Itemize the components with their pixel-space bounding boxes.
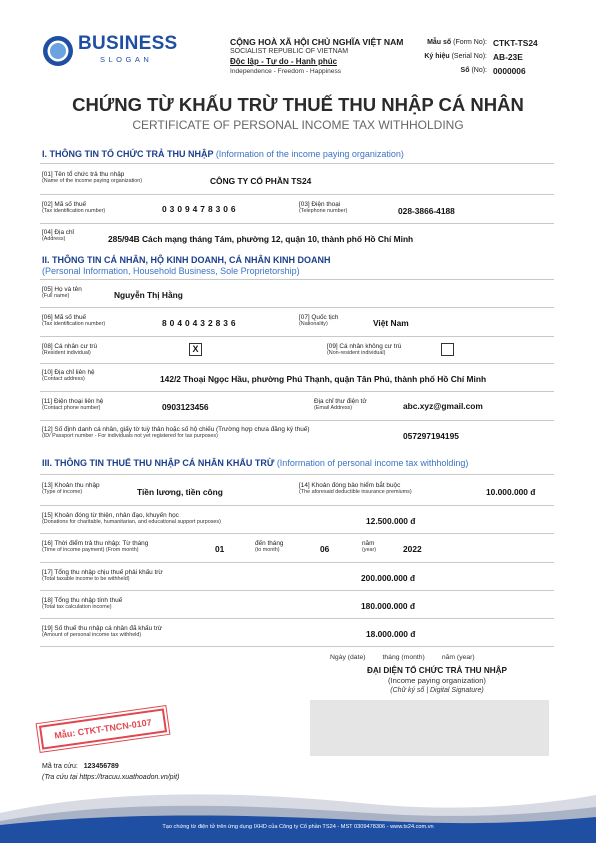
field-19-label: [19] Số thuế thu nhập cá nhân đã khấu trừ	[42, 625, 163, 632]
to-month-sub: (to month)	[255, 547, 280, 554]
divider	[40, 391, 554, 392]
email-sub: (Email Address)	[314, 405, 353, 412]
field-19-sub: (Amount of personal income tax withheld)	[42, 632, 142, 639]
brand-logo	[42, 32, 187, 68]
footer-wave	[0, 783, 596, 843]
field-16-to	[255, 540, 283, 554]
field-04	[42, 229, 74, 243]
field-03-value: 028-3866-4188	[398, 206, 455, 216]
field-15-label: [15] Khoản đóng từ thiện, nhân đạo, khuyến học	[42, 512, 179, 519]
number-en: (No):	[471, 67, 487, 74]
field-09	[327, 343, 401, 357]
field-08-label: [08] Cá nhân cư trú	[42, 343, 98, 350]
field-06	[42, 314, 105, 328]
section-3-title-en: (Information of personal income tax withholding)	[276, 458, 469, 468]
field-02-label: [02] Mã số thuế	[42, 201, 87, 208]
divider	[40, 194, 554, 195]
document-title-en: CERTIFICATE OF PERSONAL INCOME TAX WITHHOLDING	[132, 118, 464, 132]
divider	[40, 223, 554, 224]
section-2-title-en: (Personal Information, Household Business, Sole Proprietorship)	[42, 266, 300, 276]
field-07-label: [07] Quốc tịch	[299, 314, 339, 321]
lookup-info	[42, 761, 179, 783]
field-12	[42, 426, 309, 440]
field-13-value: Tiền lương, tiền công	[137, 487, 223, 497]
field-16-from: 01	[215, 544, 225, 554]
field-11-sub: (Contact phone number)	[42, 405, 101, 412]
non-resident-checkbox[interactable]	[441, 343, 454, 356]
divider	[40, 505, 554, 506]
section-1-heading	[42, 149, 404, 159]
email-label: Địa chỉ thư điện tử	[314, 398, 367, 405]
field-16-label: [16] Thời điểm trả thu nhập: Từ tháng	[42, 540, 149, 547]
form-no-value: CTKT-TS24	[493, 38, 538, 48]
field-18-value: 180.000.000 đ	[361, 601, 416, 611]
divider	[40, 474, 554, 475]
field-16-year	[362, 540, 376, 554]
to-month-label: đến tháng	[255, 540, 284, 547]
field-12-value: 057297194195	[403, 431, 459, 441]
lookup-code: 123456789	[83, 763, 119, 770]
field-05-label: [05] Họ và tên	[42, 286, 82, 293]
serial-label: Ký hiệu	[424, 53, 450, 60]
divider	[40, 420, 554, 421]
field-04-value: 285/94B Cách mạng tháng Tám, phường 12, quận 10, thành phố Hồ Chí Minh	[108, 234, 414, 244]
divider	[40, 336, 554, 337]
field-06-value: 8040432836	[162, 318, 239, 328]
national-title: CỘNG HOÀ XÃ HỘI CHỦ NGHĨA VIỆT NAM	[230, 37, 404, 47]
field-01	[42, 171, 142, 185]
serial-en: (Serial No):	[451, 53, 487, 60]
brand-name: BUSINESS	[78, 33, 178, 54]
field-17-sub: (Total taxable income to be withheld)	[42, 576, 130, 583]
number-label: Số	[460, 67, 470, 74]
year-label: năm	[362, 540, 375, 547]
field-02-sub: (Tax identification number)	[42, 208, 106, 215]
footer-text: Tạo chứng từ điện tử trên ứng dụng IXHD của Công ty Cổ phần TS24 - MST 0309478306 - www.ts24.com.vn	[162, 824, 434, 830]
lookup-site[interactable]: (Tra cứu tại https://tracuu.xuathoadon.vn/pit)	[42, 774, 180, 781]
divider	[40, 279, 554, 280]
field-13-sub: (Type of income)	[42, 489, 83, 496]
field-16	[42, 540, 148, 554]
field-13-label: [13] Khoản thu nhập	[42, 482, 100, 489]
field-09-sub: (Non-resident individual)	[327, 350, 386, 357]
field-10-sub: (Contact address)	[42, 376, 85, 383]
field-02-value: 0309478306	[162, 204, 239, 214]
sample-stamp-text: Mẫu: CTKT-TNCN-0107	[53, 717, 153, 741]
field-02	[42, 201, 105, 215]
field-04-label: [04] Địa chỉ	[42, 229, 74, 236]
field-08-sub: (Resident individual)	[42, 350, 91, 357]
field-14-label: [14] Khoản đóng bảo hiểm bắt buộc	[299, 482, 401, 489]
signature-area[interactable]	[310, 700, 549, 756]
resident-checkbox[interactable]: X	[189, 343, 202, 356]
section-2-title: II. THÔNG TIN CÁ NHÂN, HỘ KINH DOANH, CÁ NHÂN KINH DOANH	[42, 255, 331, 265]
field-09-label: [09] Cá nhân không cư trú	[327, 343, 402, 350]
lookup-code-label: Mã tra cứu:	[42, 763, 78, 770]
serial-value: AB-23E	[493, 52, 523, 62]
national-header	[230, 37, 403, 76]
national-title-en: SOCIALIST REPUBLIC OF VIETNAM	[230, 48, 349, 55]
field-19	[42, 625, 162, 639]
divider	[40, 646, 554, 647]
divider	[40, 562, 554, 563]
digital-signature-note: (Chữ ký số | Digital Signature)	[390, 687, 484, 694]
field-12-label: [12] Số định danh cá nhân, giấy tờ tuỳ thân hoặc số hộ chiếu (Trường hợp chưa đăng ký thuế)	[42, 426, 310, 433]
field-06-label: [06] Mã số thuế	[42, 314, 87, 321]
field-01-sub: (Name of the income paying organization)	[42, 178, 143, 185]
divider	[40, 590, 554, 591]
field-17	[42, 569, 163, 583]
section-2-heading	[42, 255, 331, 277]
field-18-label: [18] Tổng thu nhập tính thuế	[42, 597, 123, 604]
email-field	[314, 398, 367, 412]
field-17-label: [17] Tổng thu nhập chịu thuế phải khấu trừ	[42, 569, 163, 576]
field-10-value: 142/2 Thoại Ngọc Hầu, phường Phú Thạnh, quận Tân Phú, thành phố Hồ Chí Minh	[160, 374, 487, 384]
field-01-label: [01] Tên tổ chức trả thu nhập	[42, 171, 125, 178]
signature-block	[312, 653, 562, 696]
divider	[40, 163, 554, 164]
field-03-sub: (Telephone number)	[299, 208, 348, 215]
field-17-value: 200.000.000 đ	[361, 573, 416, 583]
field-14	[299, 482, 412, 496]
section-3-heading	[42, 458, 468, 468]
field-15	[42, 512, 221, 526]
field-05	[42, 286, 82, 300]
field-11-label: [11] Điện thoại liên hệ	[42, 398, 104, 405]
sample-stamp	[39, 708, 167, 749]
divider	[40, 533, 554, 534]
field-16-year-value: 2022	[403, 544, 422, 554]
field-03-label: [03] Điện thoại	[299, 201, 341, 208]
divider	[40, 618, 554, 619]
sign-date-line: Ngày (date) tháng (month) năm (year)	[330, 654, 475, 661]
field-03	[299, 201, 347, 215]
field-04-sub: (Address)	[42, 236, 66, 243]
field-07-value: Việt Nam	[373, 318, 409, 328]
national-motto: Độc lập - Tự do - Hạnh phúc	[230, 57, 338, 66]
field-14-value: 10.000.000 đ	[486, 487, 536, 497]
field-05-value: Nguyễn Thị Hằng	[114, 290, 183, 300]
representative-title-en: (Income paying organization)	[388, 676, 486, 685]
brand-slogan: SLOGAN	[100, 55, 153, 64]
field-12-sub: (ID/ Passport number - For individuals not yet registered for tax purposes)	[42, 433, 218, 440]
field-01-value: CÔNG TY CỔ PHẦN TS24	[210, 176, 312, 186]
document-title: CHỨNG TỪ KHẤU TRỪ THUẾ THU NHẬP CÁ NHÂN	[72, 94, 524, 115]
field-07-sub: (Nationality)	[299, 321, 328, 328]
field-15-value: 12.500.000 đ	[366, 516, 416, 526]
field-14-sub: (The aforesaid deductible insurance premiums)	[299, 489, 412, 496]
field-18	[42, 597, 122, 611]
field-19-value: 18.000.000 đ	[366, 629, 416, 639]
divider	[40, 363, 554, 364]
field-11	[42, 398, 103, 412]
email-value: abc.xyz@gmail.com	[403, 401, 483, 411]
section-1-title: I. THÔNG TIN TỔ CHỨC TRẢ THU NHẬP	[42, 149, 214, 159]
representative-title: ĐẠI DIỆN TỔ CHỨC TRẢ THU NHẬP	[366, 666, 508, 675]
field-08	[42, 343, 97, 357]
divider	[40, 307, 554, 308]
form-no-label: Mẫu số	[427, 39, 452, 46]
globe-logo-icon	[42, 35, 74, 67]
form-info	[405, 36, 565, 78]
field-16-sub: (Time of income payment) (From month)	[42, 547, 139, 554]
section-1-title-en: (Information of the income paying organization)	[215, 149, 404, 159]
field-07	[299, 314, 338, 328]
field-06-sub: (Tax identification number)	[42, 321, 106, 328]
field-11-value: 0903123456	[162, 402, 209, 412]
field-10	[42, 369, 95, 383]
field-15-sub: (Donations for charitable, humanitarian, and educational support purposes)	[42, 519, 221, 526]
form-no-en: (Form No):	[453, 39, 487, 46]
field-13	[42, 482, 100, 496]
field-16-to-value: 06	[320, 544, 330, 554]
field-10-label: [10] Địa chỉ liên hệ	[42, 369, 95, 376]
field-05-sub: (Full name)	[42, 293, 70, 300]
field-18-sub: (Total tax calculation income)	[42, 604, 112, 611]
section-3-title: III. THÔNG TIN THUẾ THU NHẬP CÁ NHÂN KHẤU TRỪ	[42, 458, 275, 468]
national-motto-en: Independence - Freedom - Happiness	[230, 68, 342, 75]
number-value: 0000006	[493, 66, 526, 76]
year-sub: (year)	[362, 547, 377, 554]
